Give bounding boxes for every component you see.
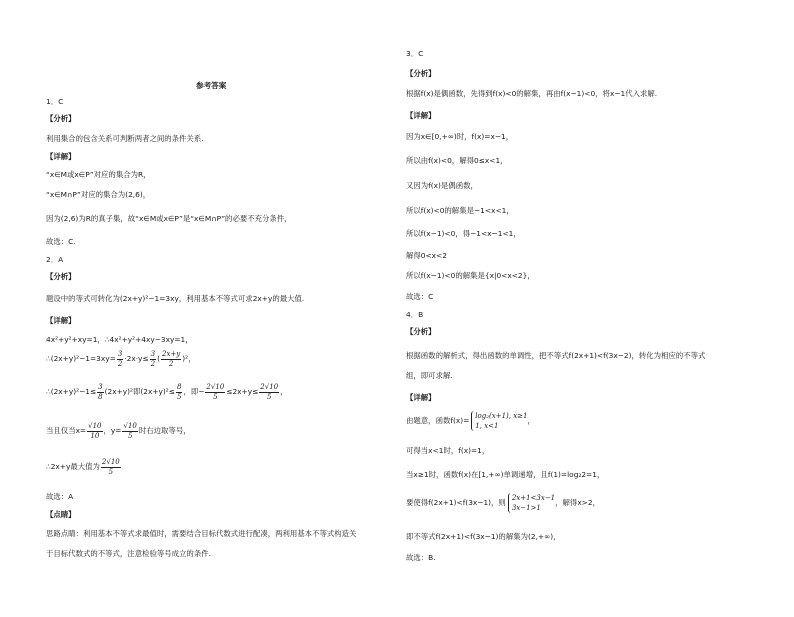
fraction: $\frac{8}{5}$ <box>176 382 182 401</box>
inequality-system-brace: 2x+1<3x−1 3x−1>1 <box>508 493 555 513</box>
q3-analysis-tag: 【分析】 <box>406 69 436 78</box>
fraction: $\frac{3}{2}$ <box>150 349 156 368</box>
q3-answer: 故选：C <box>406 292 434 301</box>
q2-comment-tag: 【点睛】 <box>46 510 76 519</box>
q4-analysis-line-1: 根据函数的解析式，得出函数的单调性，把不等式f(2x+1)<f(3x−2)，转化为相应的不等式 <box>406 351 706 360</box>
q2-heading: 2．A <box>46 255 64 264</box>
q3-line-5: 所以f(x−1)<0，得−1<x−1<1， <box>406 229 521 238</box>
fraction: $\frac{3}{8}$ <box>98 382 103 401</box>
q4-line-3: 当x≥1时，函数f(x)在[1,+∞)单调递增，且f(1)=log₂2=1， <box>406 470 605 479</box>
q3-heading: 3．C <box>406 49 424 58</box>
piecewise-brace: log₂(x+1), x≥1 1, x<1 <box>471 411 527 431</box>
q3-line-3: 又因为f(x)是偶函数， <box>406 181 478 190</box>
fraction: $\frac{2x+y}{2}$ <box>161 349 181 368</box>
q1-line-2: “x∈M∩P”对应的集合为(2,6)， <box>46 190 151 199</box>
q4-analysis-line-2: 组，即可求解. <box>406 371 453 380</box>
q2-comment-line-1: 思路点睛：利用基本不等式求最值时，需要结合目标代数式进行配凑，两利用基本不等式构造关 <box>46 529 357 538</box>
q1-answer: 故选：C. <box>46 237 76 246</box>
q3-line-4: 所以f(x)<0的解集是−1<x<1， <box>406 206 514 215</box>
q2-line-5: ∴2x+y最大值为 $\frac{2√10}{5}$ <box>46 457 120 476</box>
q3-line-6: 解得0<x<2 <box>406 251 447 260</box>
answer-key-title: 参考答案 <box>196 81 227 90</box>
q1-detail-tag: 【详解】 <box>46 152 76 161</box>
q2-line-4: 当且仅当x= $\frac{√10}{10}$ ，y= $\frac{√10}{5}$ 时右边取等号， <box>46 421 191 440</box>
q2-line-2: ∴(2x+y)²−1=3xy= $\frac{3}{2}$ ·2x·y≤ $\frac{3}{2}$ ( $\frac{2x+y}{2}$ )²， <box>46 349 196 368</box>
fraction: $\frac{3}{2}$ <box>117 349 123 368</box>
q1-heading: 1．C <box>46 97 64 106</box>
q4-heading: 4．B <box>406 310 424 319</box>
q1-line-3: 因为(2,6)为R的真子集，故“x∈M或x∈P”是“x∈M∩P”的必要不充分条件， <box>46 214 292 223</box>
q4-detail-tag: 【详解】 <box>406 393 436 402</box>
q3-line-1: 因为x∈[0,+∞)时，f(x)=x−1， <box>406 132 514 141</box>
q1-analysis: 利用集合的包含关系可判断两者之间的条件关系. <box>46 134 204 143</box>
q3-detail-tag: 【详解】 <box>406 111 436 120</box>
fraction: $\frac{2√10}{5}$ <box>101 457 120 476</box>
fraction: $\frac{√10}{10}$ <box>88 421 102 440</box>
q1-line-1: “x∈M或x∈P”对应的集合为R， <box>46 170 151 179</box>
q4-line-1: 由题意，函数f(x)= log₂(x+1), x≥1 1, x<1 ， <box>406 412 535 430</box>
q4-answer: 故选：B. <box>406 553 436 562</box>
fraction: $\frac{2√10}{5}$ <box>260 382 279 401</box>
q2-analysis: 题设中的等式可转化为(2x+y)²−1=3xy，利用基本不等式可求2x+y的最大值. <box>46 294 305 303</box>
q2-line-3: ∴(2x+y)²−1≤ $\frac{3}{8}$ (2x+y)²即(2x+y)²≤ $\frac{8}{5}$ ，即− $\frac{2√10}{5}$ ≤2x+y≤ $\frac{2√10}{5}$ ， <box>46 382 288 401</box>
q2-detail-tag: 【详解】 <box>46 316 76 325</box>
fraction: $\frac{2√10}{5}$ <box>206 382 225 401</box>
q2-comment-line-2: 于目标代数式的不等式，注意检验等号成立的条件. <box>46 549 211 558</box>
q4-line-5: 即不等式f(2x+1)<f(3x−1)的解集为(2,+∞)， <box>406 532 561 541</box>
q2-analysis-tag: 【分析】 <box>46 272 76 281</box>
q3-line-7: 所以f(x−1)<0的解集是{x|0<x<2}， <box>406 271 535 280</box>
q3-analysis: 根据f(x)是偶函数，先得到f(x)<0的解集，再由f(x−1)<0，将x−1代入求解. <box>406 89 658 98</box>
q4-line-4: 要使得f(2x+1)<f(3x−1)，则 2x+1<3x−1 3x−1>1 ，解得x>2， <box>406 494 600 512</box>
q3-line-2: 所以由f(x)<0，解得0≤x<1， <box>406 156 508 165</box>
q2-answer: 故选：A <box>46 492 74 501</box>
fraction: $\frac{√10}{5}$ <box>123 421 137 440</box>
q1-analysis-tag: 【分析】 <box>46 114 76 123</box>
q4-analysis-tag: 【分析】 <box>406 327 436 336</box>
q4-line-2: 可得当x<1时，f(x)=1， <box>406 446 490 455</box>
q2-line-1: 4x²+y²+xy=1，∴4x²+y²+4xy−3xy=1， <box>46 335 193 344</box>
